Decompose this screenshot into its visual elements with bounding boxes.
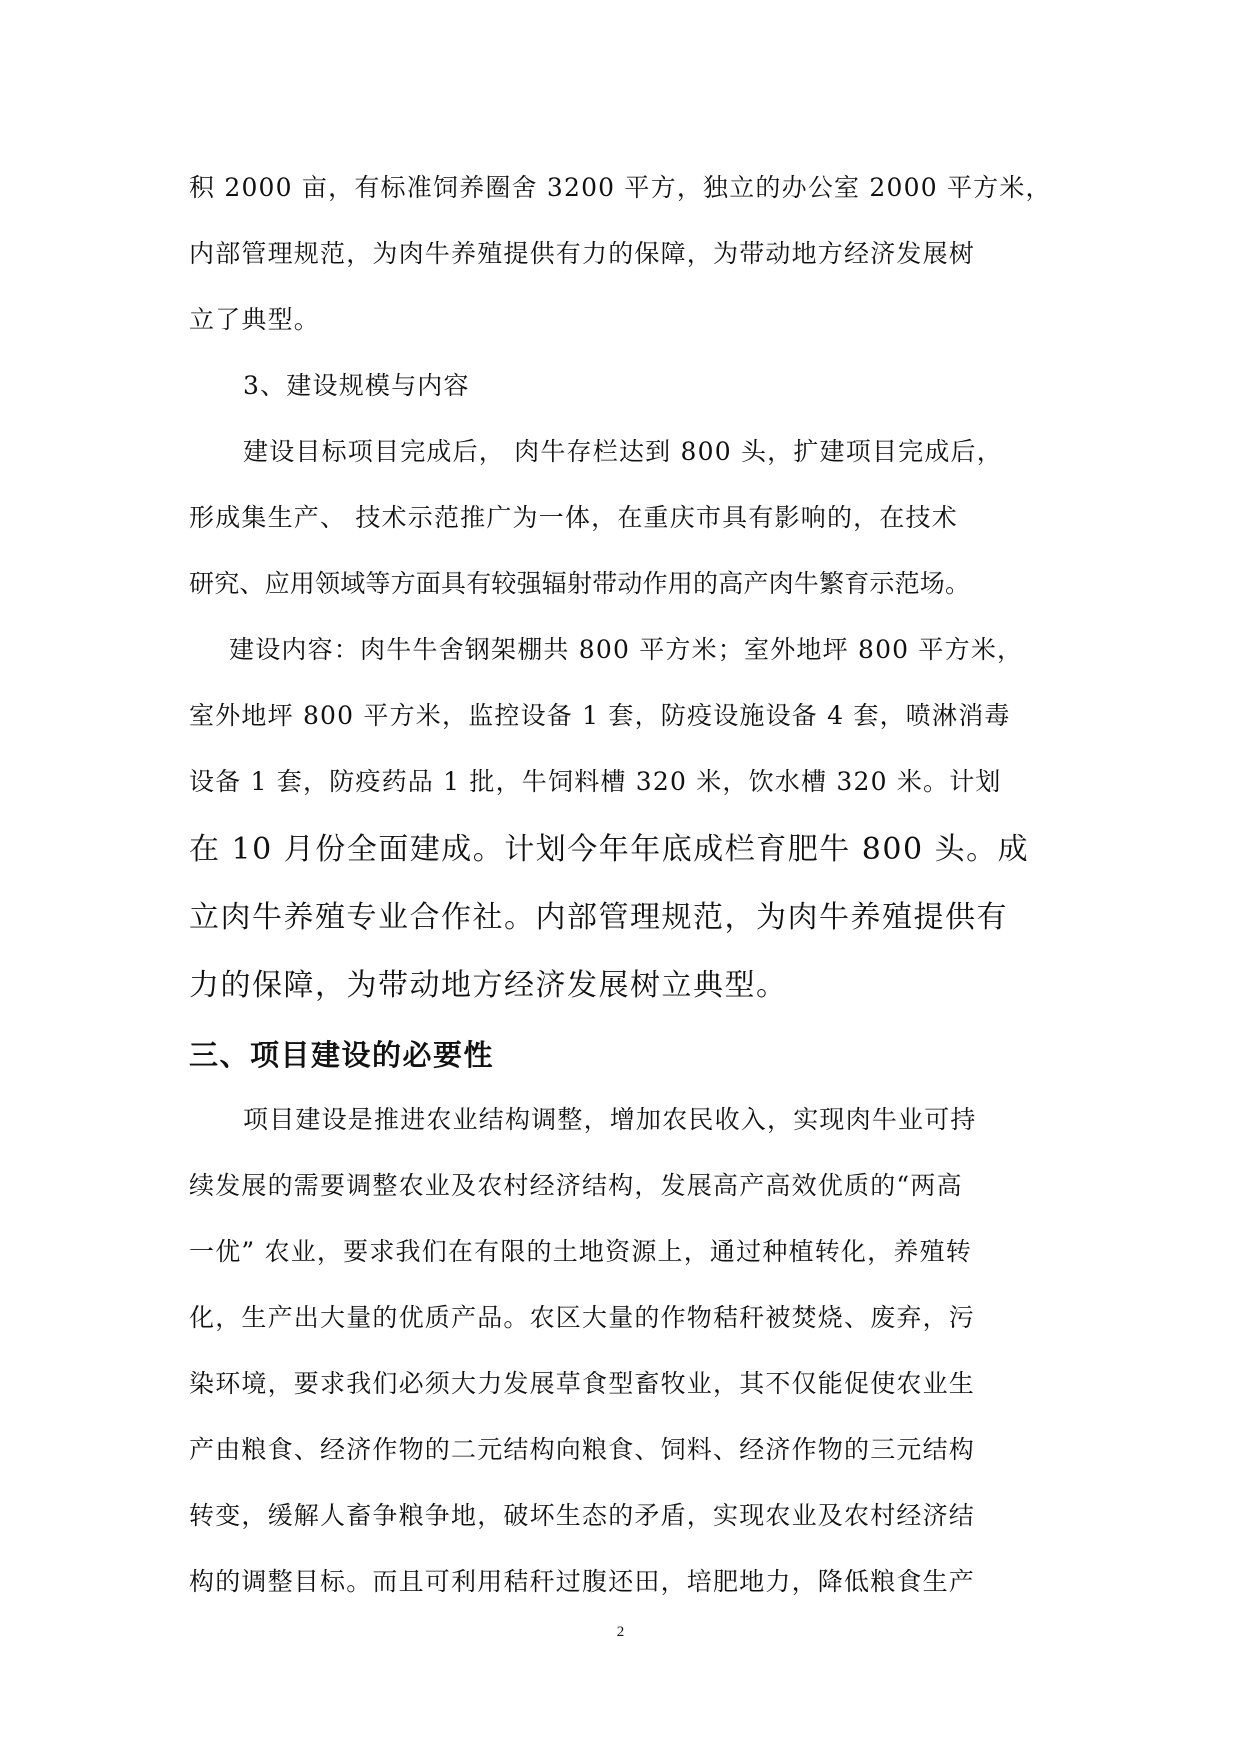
- text-line: 构的调整目标。而且可利用秸秆过腹还田，培肥地力，降低粮食生产: [189, 1567, 976, 1596]
- subsection-heading: 3、建设规模与内容: [243, 371, 470, 400]
- text-line: 形成集生产、 技术示范推广为一体，在重庆市具有影响的，在技术: [189, 503, 958, 532]
- text-line: 建设目标项目完成后， 肉牛存栏达到 800 头，扩建项目完成后，: [243, 437, 1003, 466]
- text-line: 一优” 农业，要求我们在有限的土地资源上，通过种植转化，养殖转: [189, 1237, 972, 1266]
- section-heading: 三、项目建设的必要性: [189, 1038, 495, 1072]
- text-line: 续发展的需要调整农业及农村经济结构，发展高产高效优质的“两高: [189, 1171, 963, 1200]
- text-line: 产由粮食、经济作物的二元结构向粮食、饲料、经济作物的三元结构: [189, 1435, 976, 1464]
- page-number: 2: [616, 1624, 625, 1640]
- text-line: 设备 1 套，防疫药品 1 批，牛饲料槽 320 米，饮水槽 320 米。计划: [189, 767, 1002, 796]
- text-line: 室外地坪 800 平方米，监控设备 1 套，防疫设施设备 4 套，喷淋消毒: [189, 701, 1011, 730]
- text-line: 建设内容：肉牛牛舍钢架棚共 800 平方米；室外地坪 800 平方米，: [229, 635, 1024, 664]
- text-line: 立肉牛养殖专业合作社。内部管理规范，为肉牛养殖提供有: [189, 900, 1008, 935]
- text-line: 在 10 月份全面建成。计划今年年底成栏育肥牛 800 头。成: [189, 832, 1030, 867]
- text-line: 项目建设是推进农业结构调整，增加农民收入，实现肉牛业可持: [243, 1105, 977, 1134]
- text-line: 化，生产出大量的优质产品。农区大量的作物秸秆被焚烧、废弃，污: [189, 1303, 976, 1332]
- text-line: 立了典型。: [189, 305, 321, 334]
- text-line: 研究、应用领域等方面具有较强辐射带动作用的高产肉牛繁育示范场。: [189, 569, 971, 598]
- text-line: 积 2000 亩，有标准饲养圈舍 3200 平方，独立的办公室 2000 平方米，: [189, 173, 1052, 202]
- text-line: 力的保障，为带动地方经济发展树立典型。: [189, 968, 788, 1003]
- text-line: 内部管理规范，为肉牛养殖提供有力的保障，为带动地方经济发展树: [189, 239, 976, 268]
- text-line: 转变，缓解人畜争粮争地，破坏生态的矛盾，实现农业及农村经济结: [189, 1501, 976, 1530]
- text-line: 染环境，要求我们必须大力发展草食型畜牧业，其不仅能促使农业生: [189, 1369, 976, 1398]
